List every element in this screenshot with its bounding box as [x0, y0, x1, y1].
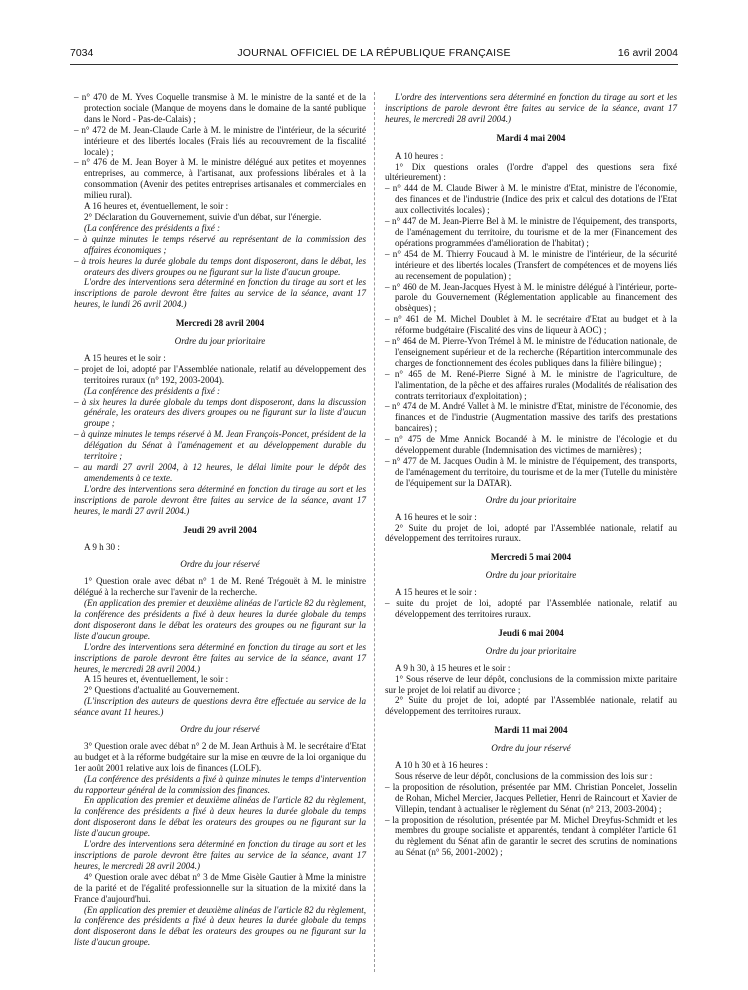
agenda-type: Ordre du jour prioritaire: [174, 336, 266, 347]
conference-note: (La conférence des présidents a fixé :: [84, 222, 221, 233]
resolution-item: – la proposition de résolution, présentée par M. Michel Dreyfus-Schmidt et les membres du groupe socialiste et apparentés, tendant à compléter l'article 61 du règlement du Sénat afin de garantir le secret des scrutins de nominations au Sénat (n° 56, 2001-2002) ;: [385, 814, 677, 858]
day-heading: Mardi 4 mai 2004: [496, 132, 566, 143]
agenda-item: 2° Suite du projet de loi, adopté par l'Assemblée nationale, relatif au développement des territoires ruraux.: [385, 695, 677, 717]
order-note: L'ordre des interventions sera déterminé en fonction du tirage au sort et les inscriptions de parole devront être faites au service de la séance, avant 17 heures, le mercredi 28 avril 2004.): [74, 839, 366, 871]
agenda-item: 1° Sous réserve de leur dépôt, conclusions de la commission mixte paritaire sur le projet de loi relatif au divorce ;: [385, 673, 677, 695]
question-item: – n° 461 de M. Michel Doublet à M. le secrétaire d'Etat au budget et à la réforme budgétaire (Fiscalité des vins de liqueur à AOC) ;: [385, 314, 677, 336]
session-time: A 16 heures et le soir :: [395, 511, 477, 522]
issue-date: 16 avril 2004: [617, 47, 678, 59]
conference-note: En application des premier et deuxième alinéas de l'article 82 du règlement, la conférence des présidents a fixé à deux heures la durée globale du temps dont disposeront dans le débat les orateurs des groupes ou ne figurant sur la liste d'aucun groupe.: [74, 795, 366, 839]
left-column: [74, 92, 366, 948]
page-number: 7034: [70, 47, 94, 59]
agenda-item: – suite du projet de loi, adopté par l'Assemblée nationale, relatif au développement des territoires ruraux.: [385, 598, 677, 619]
order-note: L'ordre des interventions sera déterminé en fonction du tirage au sort et les inscriptions de parole devront être faites au service de la séance, avant 17 heures, le mardi 27 avril 2004.): [74, 483, 366, 516]
agenda-item: 1° Question orale avec débat n° 1 de M. René Trégouët à M. le ministre délégué à la recherche sur l'avenir de la recherche.: [74, 576, 366, 598]
agenda-type: Ordre du jour réservé: [180, 724, 260, 735]
question-item: – n° 477 de M. Jacques Oudin à M. le ministre de l'équipement, des transports, de l'aménagement du territoire, du tourisme et de la mer (Tutelle du ministère de l'équipement sur la DATAR).: [385, 456, 677, 488]
question-item: – n° 454 de M. Thierry Foucaud à M. le ministre de l'intérieur, de la sécurité intérieure et des libertés locales (Transfert de compétences et de moyens liés au recensement de population) ;: [385, 248, 677, 281]
resolution-item: – la proposition de résolution, présentée par MM. Christian Poncelet, Josselin de Rohan, Michel Mercier, Jacques Pelletier, Henri de Raincourt et Xavier de Villepin, tendant à actualiser le règlement du Sénat (n° 213, 2003-2004) ;: [385, 781, 677, 814]
order-note: L'ordre des interventions sera déterminé en fonction du tirage au sort et les inscriptions de parole devront être faites au service de la séance, avant 17 heures, le mercredi 28 avril 2004.): [385, 92, 677, 124]
agenda-item: 2° Questions d'actualité au Gouvernement.: [84, 685, 240, 696]
column-divider: [374, 92, 375, 972]
conference-note: (L'inscription des auteurs de questions devra être effectuée au service de la séance avant 11 heures.): [74, 696, 366, 718]
agenda-type: Ordre du jour prioritaire: [485, 645, 577, 656]
conference-item: – à six heures la durée globale du temps dont disposeront, dans la discussion générale, les orateurs des divers groupes ou ne figurant sur la liste d'aucun groupe ;: [74, 396, 366, 429]
day-heading: Mercredi 5 mai 2004: [490, 552, 572, 563]
conference-note: (La conférence des présidents a fixé à quinze minutes le temps d'intervention du rapporteur général de la commission des finances.: [74, 773, 366, 795]
conference-item: – à quinze minutes le temps réservé au représentant de la commission des affaires économiques ;: [74, 233, 366, 255]
conference-item: – à trois heures la durée globale du temps dont disposeront, dans le débat, les orateurs des divers groupes ou ne figurant sur la liste d'aucun groupe.: [74, 255, 366, 277]
question-item: – n° 475 de Mme Annick Bocandé à M. le ministre de l'écologie et du développement durable (Indemnisation des victimes de marnières) ;: [385, 434, 677, 456]
conference-item: – à quinze minutes le temps réservé à M. Jean François-Poncet, président de la délégation du Sénat à l'aménagement et au développement durable du territoire ;: [74, 429, 366, 462]
day-heading: Jeudi 6 mai 2004: [498, 627, 564, 638]
order-note: L'ordre des interventions sera déterminé en fonction du tirage au sort et les inscriptions de parole devront être faites au service de la séance, avant 17 heures, le lundi 26 avril 2004.): [74, 277, 366, 310]
session-time: A 10 heures :: [395, 150, 444, 161]
conference-item: – au mardi 27 avril 2004, à 12 heures, le délai limite pour le dépôt des amendements à ce texte.: [74, 462, 366, 483]
question-item: – n° 476 de M. Jean Boyer à M. le ministre délégué aux petites et moyennes entreprises, au commerce, à l'artisanat, aux professions libérales et à la consommation (Avenir des petites entreprises artisanales et commerciales en milieu rural).: [74, 157, 366, 201]
question-item: – n° 464 de M. Pierre-Yvon Trémel à M. le ministre de l'éducation nationale, de l'enseignement supérieur et de la recherche (Répartition intercommunale des charges de fonctionnement des écoles publiques dans la filière bilingue) ;: [385, 336, 677, 368]
day-heading: Mardi 11 mai 2004: [494, 725, 568, 736]
agenda-item: – projet de loi, adopté par l'Assemblée nationale, relatif au développement des territoires ruraux (n° 192, 2003-2004).: [74, 363, 366, 385]
question-item: – n° 472 de M. Jean-Claude Carle à M. le ministre de l'intérieur, de la sécurité intérieure et des libertés locales (Frais liés au recouvrement de la fiscalité locale) ;: [74, 124, 366, 157]
journal-title: JOURNAL OFFICIEL DE LA RÉPUBLIQUE FRANÇAISE: [237, 47, 511, 59]
right-column: [385, 92, 677, 858]
agenda-item: 2° Déclaration du Gouvernement, suivie d'un débat, sur l'énergie.: [84, 211, 322, 222]
question-item: – n° 470 de M. Yves Coquelle transmise à M. le ministre de la santé et de la protection sociale (Manque de moyens dans le domaine de la santé publique dans le Nord - Pas-de-Calais) ;: [74, 92, 366, 124]
session-time: A 10 h 30 et à 16 heures :: [395, 760, 488, 771]
agenda-item: 4° Question orale avec débat n° 3 de Mme Gisèle Gautier à Mme la ministre de la parité et de l'égalité professionnelle sur la situation de la mixité dans la France d'aujourd'hui.: [74, 871, 366, 904]
page-header: [70, 47, 678, 63]
session-time: A 15 heures et le soir :: [84, 352, 166, 363]
session-time: A 16 heures et, éventuellement, le soir :: [84, 201, 229, 212]
agenda-item: 2° Suite du projet de loi, adopté par l'Assemblée nationale, relatif au développement des territoires ruraux.: [385, 522, 677, 544]
session-time: A 15 heures et le soir :: [395, 587, 477, 598]
question-item: – n° 474 de M. André Vallet à M. le ministre d'Etat, ministre de l'économie, des finances et de l'industrie (Augmentation massive des tarifs des prestations bancaires) ;: [385, 401, 677, 434]
session-time: A 9 h 30 :: [84, 542, 120, 553]
agenda-type: Ordre du jour prioritaire: [485, 494, 577, 505]
agenda-item: 3° Question orale avec débat n° 2 de M. Jean Arthuis à M. le secrétaire d'Etat au budget et à la réforme budgétaire sur la mise en œuvre de la loi organique du 1er août 2001 relative aux lois de finances (LOLF).: [74, 740, 366, 773]
agenda-type: Ordre du jour prioritaire: [485, 570, 577, 581]
header-rule: [70, 64, 678, 65]
question-item: – n° 460 de M. Jean-Jacques Hyest à M. le ministre délégué à l'intérieur, porte-parole du Gouvernement (Réglementation applicable au financement des obsèques) ;: [385, 281, 677, 314]
agenda-item: 1° Dix questions orales (l'ordre d'appel des questions sera fixé ultérieurement) :: [385, 161, 677, 183]
question-item: – n° 444 de M. Claude Biwer à M. le ministre d'Etat, ministre de l'économie, des finances et de l'industrie (Indice des prix et calcul des dotations de l'Etat aux collectivités locales) ;: [385, 183, 677, 216]
day-heading: Jeudi 29 avril 2004: [183, 524, 257, 535]
agenda-item: Sous réserve de leur dépôt, conclusions de la commission des lois sur :: [395, 770, 653, 781]
question-item: – n° 465 de M. René-Pierre Signé à M. le ministre de l'agriculture, de l'alimentation, de la pêche et des affaires rurales (Modalités de réalisation des contrats territoriaux d'exploitation) ;: [385, 368, 677, 401]
agenda-type: Ordre du jour réservé: [491, 743, 571, 754]
conference-note: (En application des premier et deuxième alinéas de l'article 82 du règlement, la conférence des présidents a fixé à deux heures la durée globale du temps dont disposeront dans le débat les orateurs des groupes ou ne figurant sur la liste d'aucun groupe.: [74, 598, 366, 641]
day-heading: Mercredi 28 avril 2004: [175, 318, 265, 329]
question-item: – n° 447 de M. Jean-Pierre Bel à M. le ministre de l'équipement, des transports, de l'aménagement du territoire, du tourisme et de la mer (Financement des opérations programmées d'amélioration de l'habitat) ;: [385, 216, 677, 248]
session-time: A 15 heures et, éventuellement, le soir :: [84, 674, 229, 685]
conference-note: (En application des premier et deuxième alinéas de l'article 82 du règlement, la conférence des présidents a fixé à deux heures la durée globale du temps dont disposeront dans le débat les orateurs des groupes ou ne figurant sur la liste d'aucun groupe.: [74, 904, 366, 948]
conference-note: (La conférence des présidents a fixé :: [84, 385, 221, 396]
session-time: A 9 h 30, à 15 heures et le soir :: [395, 662, 511, 673]
agenda-type: Ordre du jour réservé: [180, 559, 260, 570]
order-note: L'ordre des interventions sera déterminé en fonction du tirage au sort et les inscriptions de parole devront être faites au service de la séance, avant 17 heures, le mercredi 28 avril 2004.): [74, 641, 366, 674]
